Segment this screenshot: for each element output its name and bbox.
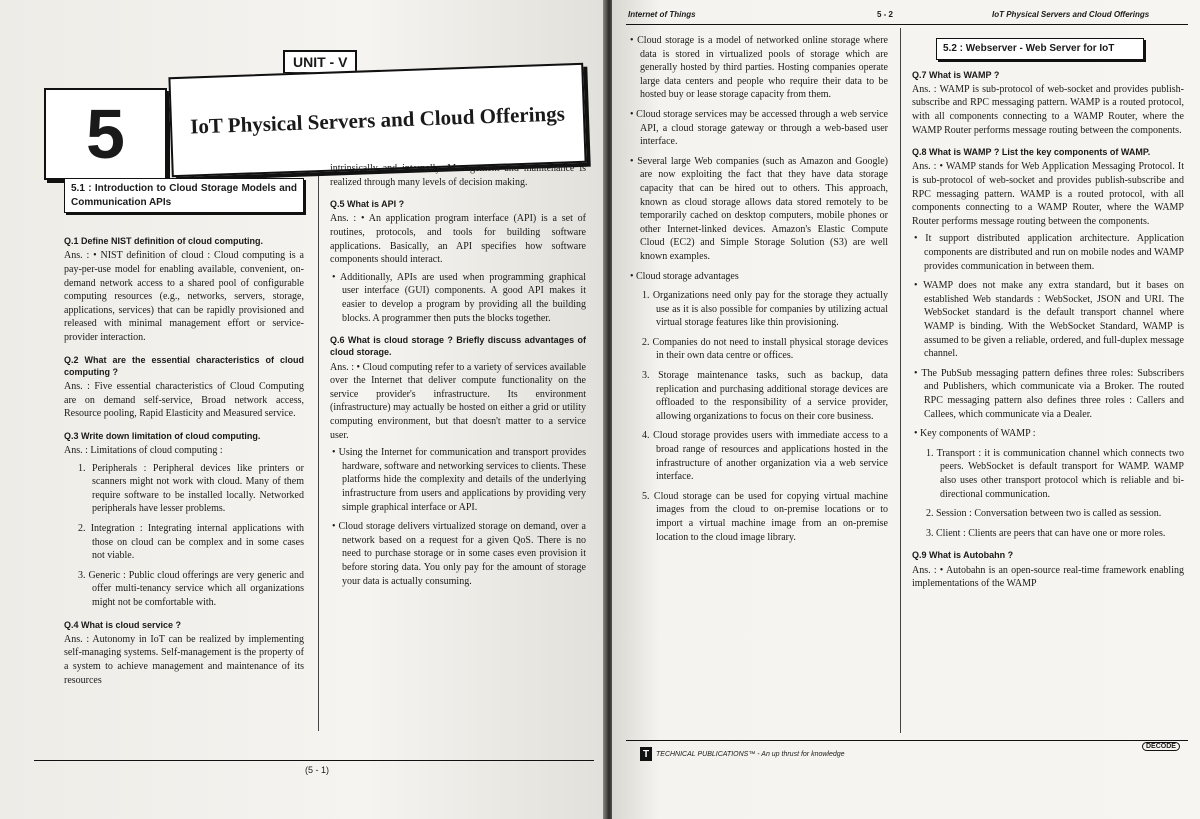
answer-text: intrinsically and internally. Management and maintenance is realized through many levels of decision making. — [330, 163, 586, 188]
section-title: 5.1 : Introduction to Cloud Storage Models and Communication APIs — [64, 178, 304, 213]
question-heading: Q.5 What is API ? — [330, 199, 405, 210]
left-column-2 — [330, 162, 586, 594]
footer-rule — [34, 760, 594, 761]
numbered-item: 1. Transport : it is communication channel which connects two peers. WebSocket is default transport for WAMP. WAMP also uses other transport protocol which is reliable and bi-directional communication. — [926, 447, 1184, 500]
unit-label: UNIT - V — [283, 50, 357, 74]
numbered-item: 2. Companies do not need to install physical storage devices in their own data centre or offices. — [642, 336, 888, 362]
question-heading: Q.1 Define NIST definition of cloud computing. — [64, 236, 263, 247]
decode-brand-logo: DECODE — [1142, 742, 1180, 751]
chapter-title: IoT Physical Servers and Cloud Offerings — [168, 63, 586, 177]
column-divider — [900, 28, 901, 733]
footer-rule — [626, 740, 1188, 741]
numbered-item: 1. Peripherals : Peripheral devices like printers or scanners might not work with cloud. Many of them require software to be installed locally. Networked peripherals have lesser problems. — [78, 462, 304, 515]
publisher-name: TECHNICAL PUBLICATIONS™ - An up thrust for knowledge — [656, 750, 845, 758]
page-number: (5 - 1) — [305, 765, 330, 775]
bullet-paragraph: • Cloud storage is a model of networked online storage where data is stored in virtualized pools of storage which are generally hosted by third parties. Hosting companies operate large data centers and people who require their data to be hosted buy or lease storage capacity from them. — [630, 35, 888, 101]
bullet-paragraph: • Several large Web companies (such as Amazon and Google) are now exploiting the fact that they have data storage capacity that can be hired out to others. This approach, known as cloud storage allows data stored remotely to be temporarily cached on desktop computers, mobile phones or other Internet-linked devices. Amazon's Elastic Compute Cloud (EC2) and Simple Storage Solution (S3) are well known examples. — [630, 155, 888, 262]
bullet-paragraph: • Cloud storage delivers virtualized storage on demand, over a network based on a request for a given QoS. There is no need to purchase storage or in some cases even provision it before storing data. You only pay for the amount of storage your data is actually consuming. — [332, 521, 586, 587]
question-heading: Q.9 What is Autobahn ? — [912, 550, 1014, 561]
chapter-number: 5 — [44, 88, 167, 180]
bullet-paragraph: • It support distributed application architecture. Application components are distributed and run on mobile nodes and WAMP provides communication in between them. — [914, 233, 1184, 272]
question-heading: Q.4 What is cloud service ? — [64, 619, 182, 630]
question-heading: Q.7 What is WAMP ? — [912, 69, 1000, 80]
left-column-1 — [64, 178, 304, 691]
publisher-footer — [640, 747, 845, 761]
publisher-logo: T — [640, 747, 652, 761]
right-page — [612, 0, 1200, 819]
answer-text: Ans. : • Cloud computing refer to a variety of services available over the Internet that deliver compute functionality on the service provider's infrastructure. Its environment (infrastructure) may actually be hosted on either a grid or utility computing environment, but that doesn't matter to a service user. — [330, 361, 586, 441]
numbered-item: 3. Client : Clients are peers that can have one or more roles. — [926, 527, 1166, 539]
running-header-left: Internet of Things — [628, 10, 696, 19]
answer-text: Ans. : Limitations of cloud computing : — [64, 445, 223, 457]
numbered-item: 3. Storage maintenance tasks, such as backup, data replication and purchasing additional storage devices are offloaded to the responsibility of a service provider, allowing organizations to focus on their core business. — [642, 370, 888, 422]
right-column-1 — [628, 34, 888, 550]
bullet-paragraph: • Cloud storage advantages — [630, 270, 739, 282]
numbered-item: 3. Generic : Public cloud offerings are very generic and offer multi-tenancy service which all organizations might not be comfortable with. — [78, 569, 304, 608]
answer-text: Ans. : • WAMP stands for Web Application Messaging Protocol. It is sub-protocol of web-socket and provides publish-subscribe and RPC messaging pattern. WAMP is a routed protocol, with all components connecting to a WAMP Router, where the WAMP Router performs message routing between the components. — [912, 161, 1184, 227]
answer-text: Ans. : • NIST definition of cloud : Cloud computing is a pay-per-use model for enabling available, convenient, on-demand network access to a shared pool of configurable computing resources (e.g., networks, servers, storage, applications, services) that can be rapidly provisioned and released with minimal management effort or service-provider interaction. — [64, 250, 304, 343]
running-header-right: IoT Physical Servers and Cloud Offerings — [992, 10, 1150, 19]
answer-text: Ans. : • Autobahn is an open-source real-time framework enabling implementations of the WAMP — [912, 564, 1184, 590]
bullet-paragraph: • Cloud storage services may be accessed through a web service API, a cloud storage gateway or through a web-based user interface. — [630, 108, 888, 148]
bullet-paragraph: • Key components of WAMP : — [914, 428, 1036, 440]
bullet-paragraph: • The PubSub messaging pattern defines three roles: Subscribers and Publishers, which communicate via a Broker. The routed RPC messaging pattern also defines three roles : Callers and Callees, which communicate via a Dealer. — [914, 367, 1184, 420]
numbered-item: 2. Integration : Integrating internal applications with those on cloud can be complex and in some cases not viable. — [78, 523, 304, 562]
question-heading: Q.6 What is cloud storage ? Briefly discuss advantages of cloud storage. — [330, 335, 586, 358]
bullet-paragraph: • WAMP does not make any extra standard, but it bases on established Web standards : WebSocket, JSON and URI. The WebSocket standard is the default transport channel where WAMP is binding. With the WebSocket Standard, WAMP is assumed to be given a reliable, ordered, and full-duplex message channel. — [914, 280, 1184, 360]
column-divider — [318, 176, 319, 731]
question-heading: Q.3 Write down limitation of cloud computing. — [64, 430, 261, 441]
numbered-item: 4. Cloud storage provides users with immediate access to a broad range of resources and applications hosted in the infrastructure of another organization via a web service interface. — [642, 430, 888, 483]
answer-text: Ans. : • An application program interface (API) is a set of routines, protocols, and tools for building software applications. Basically, an API specifies how software components should interact. — [330, 213, 586, 266]
answer-text: Ans. : Five essential characteristics of Cloud Computing are on demand self-service, Broad network access, Resource pooling, Rapid Elasticity and Measured service. — [64, 381, 304, 420]
bullet-paragraph: • Using the Internet for communication and transport provides hardware, software and networking services to clients. These platforms hide the complexity and details of the underlying infrastructure from users and applications by providing very simple graphical interface or API. — [332, 447, 586, 513]
answer-text: Ans. : Autonomy in IoT can be realized by implementing self-managing systems. Self-management is the property of a system to achieve management and maintenance of its resources — [64, 633, 304, 686]
question-heading: Q.2 What are the essential characteristics of cloud computing ? — [64, 354, 304, 377]
question-heading: Q.8 What is WAMP ? List the key components of WAMP. — [912, 147, 1151, 158]
running-header-page: 5 - 2 — [877, 10, 894, 19]
numbered-item: 1. Organizations need only pay for the storage they actually use as it is also possible for companies by utilizing actual virtual storage features like thin provisioning. — [642, 290, 888, 329]
bullet-paragraph: • Additionally, APIs are used when programming graphical user interface (GUI) components. A good API makes it easier to develop a program by providing all the building blocks. A programmer then puts the blocks together. — [332, 271, 586, 324]
right-column-2 — [912, 38, 1184, 595]
numbered-item: 5. Cloud storage can be used for copying virtual machine images from the cloud to on-premise locations or to import a virtual machine image from an on-premise location to the cloud image library. — [642, 490, 888, 543]
header-rule — [626, 24, 1188, 25]
answer-text: Ans. : WAMP is sub-protocol of web-socket and provides publish-subscribe and RPC messaging pattern. WAMP is a routed protocol, with all components connecting to a WAMP Router, where the WAMP Router performs message routing between the components. — [912, 83, 1184, 136]
numbered-item: 2. Session : Conversation between two is called as session. — [926, 508, 1162, 520]
section-title: 5.2 : Webserver - Web Server for IoT — [936, 38, 1144, 60]
